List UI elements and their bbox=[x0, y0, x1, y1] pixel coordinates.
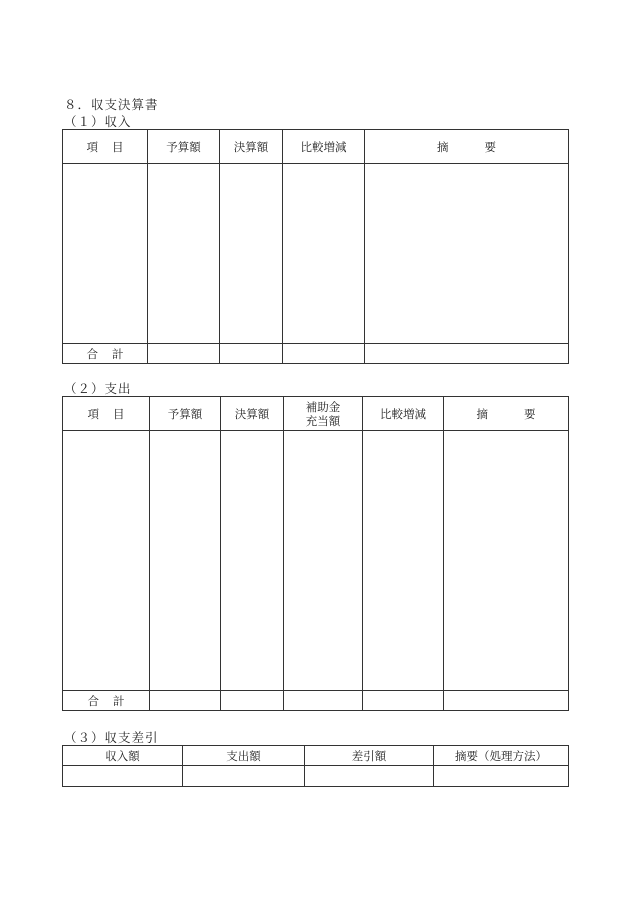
income-body-row bbox=[63, 164, 569, 344]
income-section-label: （１）収入 bbox=[64, 114, 132, 129]
balance-header-remarks: 摘要（処理方法） bbox=[434, 746, 569, 766]
expense-total-subsidy[interactable] bbox=[284, 691, 363, 711]
expense-cell-item[interactable] bbox=[63, 431, 150, 691]
income-total-label: 合 計 bbox=[63, 344, 148, 364]
income-header-settlement: 決算額 bbox=[220, 130, 283, 164]
income-header-budget: 予算額 bbox=[148, 130, 220, 164]
income-cell-budget[interactable] bbox=[148, 164, 220, 344]
expense-header-budget: 予算額 bbox=[150, 397, 221, 431]
income-header-remarks: 摘 要 bbox=[365, 130, 569, 164]
expense-cell-settlement[interactable] bbox=[221, 431, 284, 691]
income-table bbox=[62, 129, 569, 364]
balance-cell-expense[interactable] bbox=[183, 766, 305, 787]
balance-cell-remarks[interactable] bbox=[434, 766, 569, 787]
expense-cell-difference[interactable] bbox=[363, 431, 444, 691]
expense-body-row bbox=[63, 431, 569, 691]
balance-table bbox=[62, 745, 569, 787]
expense-cell-remarks[interactable] bbox=[444, 431, 569, 691]
income-total-settlement[interactable] bbox=[220, 344, 283, 364]
income-header-item: 項 目 bbox=[63, 130, 148, 164]
expense-header-subsidy: 補助金 充当額 bbox=[284, 397, 363, 431]
balance-header-expense: 支出額 bbox=[183, 746, 305, 766]
expense-cell-budget[interactable] bbox=[150, 431, 221, 691]
expense-total-settlement[interactable] bbox=[221, 691, 284, 711]
document-title: ８．収支決算書 bbox=[64, 97, 159, 112]
income-total-row bbox=[63, 344, 569, 364]
expense-header-item: 項 目 bbox=[63, 397, 150, 431]
balance-cell-difference[interactable] bbox=[305, 766, 434, 787]
expense-header-settlement: 決算額 bbox=[221, 397, 284, 431]
income-total-difference[interactable] bbox=[283, 344, 365, 364]
expense-header-row bbox=[63, 397, 569, 431]
income-cell-remarks[interactable] bbox=[365, 164, 569, 344]
income-header-difference: 比較増減 bbox=[283, 130, 365, 164]
expense-total-label: 合 計 bbox=[63, 691, 150, 711]
income-cell-item[interactable] bbox=[63, 164, 148, 344]
income-cell-settlement[interactable] bbox=[220, 164, 283, 344]
expense-total-row bbox=[63, 691, 569, 711]
balance-value-row bbox=[63, 766, 569, 787]
expense-total-remarks[interactable] bbox=[444, 691, 569, 711]
balance-header-income: 収入額 bbox=[63, 746, 183, 766]
expense-total-budget[interactable] bbox=[150, 691, 221, 711]
income-total-budget[interactable] bbox=[148, 344, 220, 364]
income-cell-difference[interactable] bbox=[283, 164, 365, 344]
income-header-row bbox=[63, 130, 569, 164]
balance-header-row bbox=[63, 746, 569, 766]
balance-section-label: （３）収支差引 bbox=[64, 730, 159, 745]
expense-header-difference: 比較増減 bbox=[363, 397, 444, 431]
income-total-remarks[interactable] bbox=[365, 344, 569, 364]
expense-cell-subsidy[interactable] bbox=[284, 431, 363, 691]
expense-table bbox=[62, 396, 569, 711]
balance-cell-income[interactable] bbox=[63, 766, 183, 787]
expense-header-remarks: 摘 要 bbox=[444, 397, 569, 431]
expense-total-difference[interactable] bbox=[363, 691, 444, 711]
expense-section-label: （２）支出 bbox=[64, 381, 132, 396]
balance-header-difference: 差引額 bbox=[305, 746, 434, 766]
